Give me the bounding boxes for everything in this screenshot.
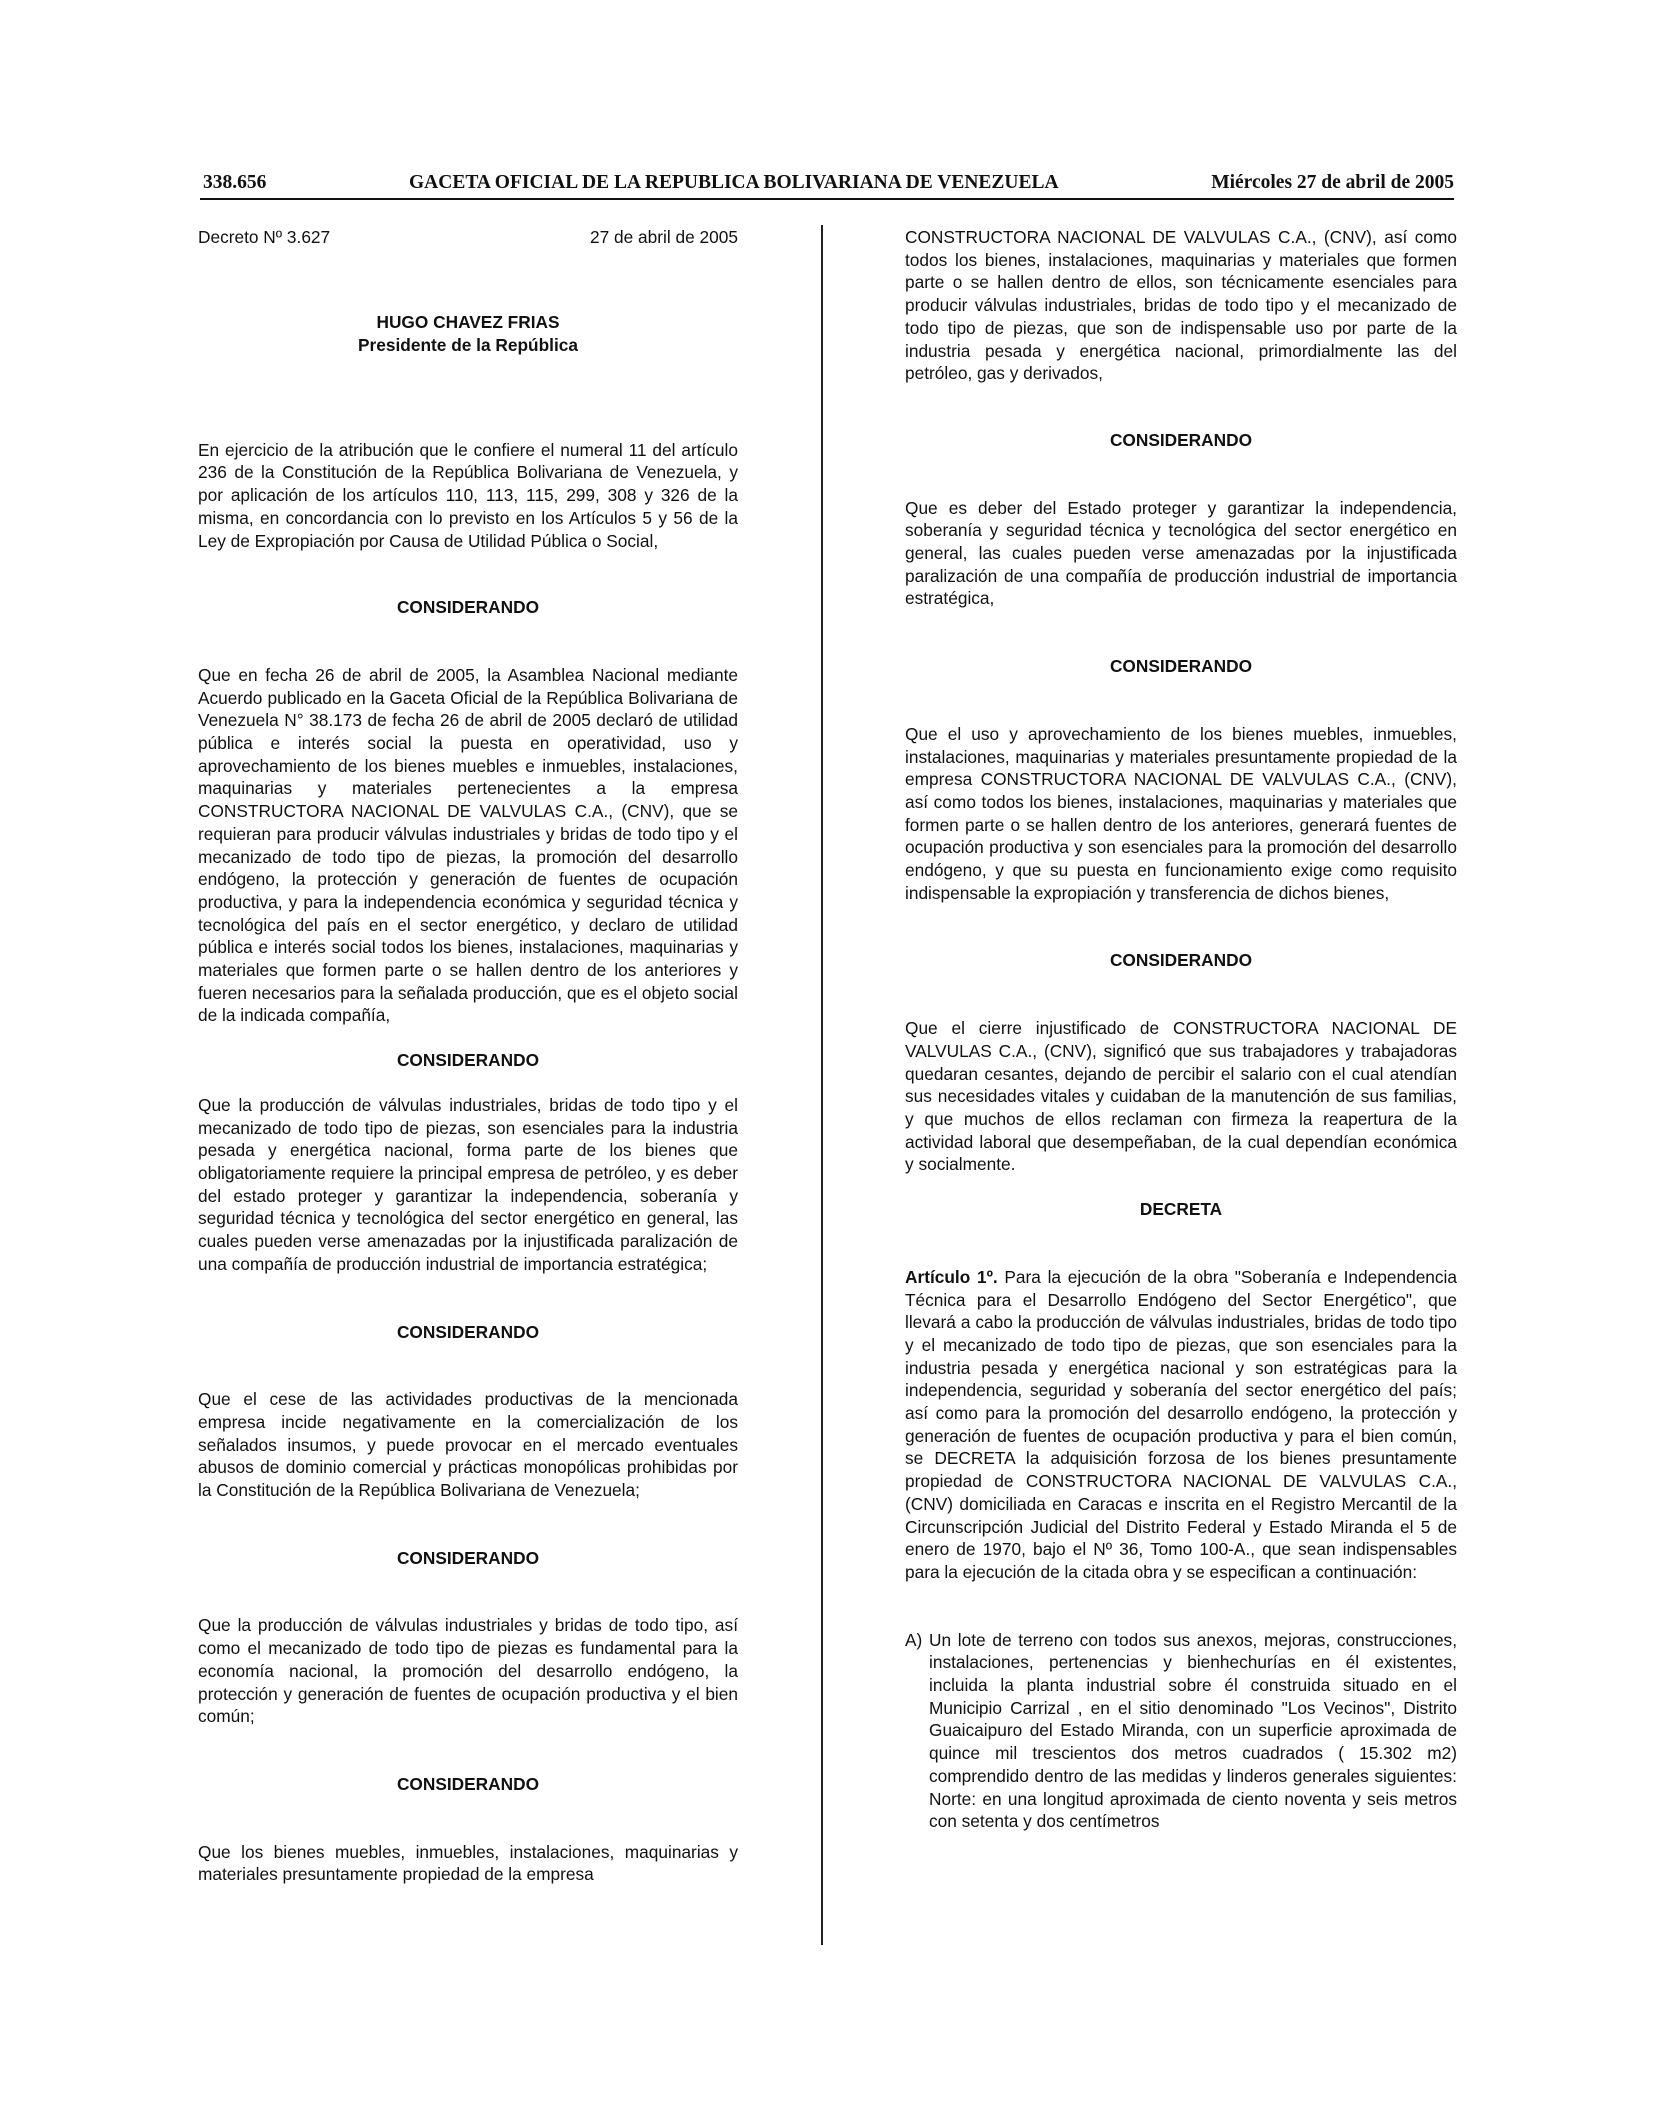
article-1 [905, 1266, 1457, 1584]
considerando-heading: CONSIDERANDO [1109, 429, 1253, 450]
considerando-paragraph: Que en fecha 26 de abril de 2005, la Asamblea Nacional mediante Acuerdo publicado en la Gaceta Oficial de la República Bolivariana de Venezuela N° 38.173 de fecha 26 de abril de 2005 declaró de utilidad pública e interés social la puesta en operatividad, uso y aprovechamiento de los bienes muebles e inmuebles, instalaciones, maquinarias y materiales pertenecientes a la empresa CONSTRUCTORA NACIONAL DE VALVULAS C.A., (CNV), que se requieran para producir válvulas industriales y bridas de todo tipo y el mecanizado de todo tipo de piezas, la promoción del desarrollo endógeno, la protección y generación de fuentes de ocupación productiva, y para la independencia económica y seguridad técnica y tecnológica del país en el sector energético, y declaro de utilidad pública e interés social todos los bienes, instalaciones, maquinarias y materiales que formen parte o se hallen dentro de los anteriores y fueren necesarios para la señalada producción, que es el objeto social de la indicada compañía, [198, 664, 738, 1026]
gazette-date: Miércoles 27 de abril de 2005 [1211, 172, 1454, 193]
item-text: Un lote de terreno con todos sus anexos, mejoras, construcciones, instalaciones, pertenencias y bienhechurías en él existentes, incluida la planta industrial sobre él construida situado en el Municipio Carrizal , en el sitio denominado "Los Vecinos", Distrito Guaicaipuro del Estado Miranda, con un superficie aproximada de quince mil trescientos dos metros cuadrados ( 15.302 m2) comprendido dentro de las medidas y linderos generales siguientes: Norte: en una longitud aproximada de ciento noventa y seis metros con setenta y dos centímetros [929, 1629, 1457, 1832]
preamble: En ejercicio de la atribución que le confiere el numeral 11 del artículo 236 de la Constitución de la República Bolivariana de Venezuela, y por aplicación de los artículos 110, 113, 115, 299, 308 y 326 de la misma, en concordancia con lo previsto en los Artículos 5 y 56 de la Ley de Expropiación por Causa de Utilidad Pública o Social, [198, 439, 738, 551]
continued-paragraph: CONSTRUCTORA NACIONAL DE VALVULAS C.A., (CNV), así como todos los bienes, instalaciones, maquinarias y materiales que formen parte o se hallen dentro de ellos, son técnicamente esenciales para producir válvulas industriales, bridas de todo tipo y el mecanizado de todo tipo de piezas, que son de indispensable uso por parte de la industria pesada y energética nacional, primordialmente las del petróleo, gas y derivados, [905, 227, 1457, 384]
list-item [905, 1629, 1457, 1833]
decree-number: Decreto Nº 3.627 [198, 227, 331, 247]
considerando-paragraph: Que es deber del Estado proteger y garantizar la independencia, soberanía y seguridad técnica y tecnológica del sector energético en general, las cuales pueden verse amenazadas por la injustificada paralización de una compañía de producción industrial de importancia estratégica, [905, 497, 1457, 609]
considerando-paragraph: Que la producción de válvulas industriales y bridas de todo tipo, así como el mecanizado de todo tipo de piezas es fundamental para la economía nacional, la promoción del desarrollo endógeno, la protección y generación de fuentes de ocupación productiva y el bien común; [198, 1615, 738, 1727]
president-title: Presidente de la República [358, 334, 578, 355]
left-column [198, 226, 738, 1886]
considerando-heading: CONSIDERANDO [396, 1050, 540, 1071]
considerando-heading: CONSIDERANDO [1109, 950, 1253, 971]
considerando-heading: CONSIDERANDO [396, 1773, 540, 1794]
considerando-paragraph: Que el cierre injustificado de CONSTRUCTORA NACIONAL DE VALVULAS C.A., (CNV), significó que sus trabajadores y trabajadoras quedaran cesantes, dejando de percibir el salario con el cual atendían sus necesidades vitales y cuidaban de la manutención de sus familias, y que muchos de ellos reclaman con firmeza la reapertura de la actividad laboral que desempeñaban, de la cual dependían económica y socialmente. [905, 1018, 1457, 1175]
gazette-header [200, 170, 1454, 200]
decree-date: 27 de abril de 2005 [590, 227, 738, 247]
decree-line [198, 226, 738, 249]
considerando-heading: CONSIDERANDO [396, 1321, 540, 1342]
considerando-heading: CONSIDERANDO [1109, 656, 1253, 677]
considerando-paragraph: Que el uso y aprovechamiento de los bienes muebles, inmuebles, instalaciones, maquinarias y materiales presuntamente propiedad de la empresa CONSTRUCTORA NACIONAL DE VALVULAS C.A., (CNV), así como todos los bienes, instalaciones, maquinarias y materiales que formen parte o se hallen dentro de los anteriores, generará fuentes de ocupación productiva y son esenciales para la promoción del desarrollo endógeno, y que su puesta en funcionamiento exige como requisito indispensable la expropiación y transferencia de dichos bienes, [905, 723, 1457, 903]
considerando-heading: CONSIDERANDO [396, 1547, 540, 1568]
considerando-paragraph: Que la producción de válvulas industriales, bridas de todo tipo y el mecanizado de todo tipo de piezas, son esenciales para la industria pesada y energética nacional, forma parte de los bienes que obligatoriamente requiere la principal empresa de petróleo, y es deber del estado proteger y garantizar la independencia, soberanía y seguridad técnica y tecnológica del sector energético en general, las cuales pueden verse amenazadas por la injustificada paralización de una compañía de producción industrial de importancia estratégica; [198, 1094, 738, 1274]
considerando-paragraph: Que el cese de las actividades productivas de la mencionada empresa incide negativamente en la comercialización de los señalados insumos, y puede provocar en el mercado eventuales abusos de dominio comercial y prácticas monopólicas prohibidas por la Constitución de la República Bolivariana de Venezuela; [198, 1389, 738, 1501]
item-marker: A) [905, 1629, 923, 1650]
considerando-heading: CONSIDERANDO [396, 597, 540, 618]
article-text: Para la ejecución de la obra "Soberanía e Independencia Técnica para el Desarrollo Endógeno del Sector Energético", que llevará a cabo la producción de válvulas industriales, bridas de todo tipo y el mecanizado de todo tipo de piezas, que son esenciales para la industria pesada y energética nacional y son estratégicas para la independencia, seguridad y soberanía del sector energético del país; así como para la promoción del desarrollo endógeno, la protección y generación de fuentes de ocupación productiva y para el bien común, se DECRETA la adquisición forzosa de los bienes presuntamente propiedad de CONSTRUCTORA NACIONAL DE VALVULAS C.A., (CNV) domiciliada en Caracas e inscrita en el Registro Mercantil de la Circunscripción Judicial del Distrito Federal y Estado Miranda el 5 de enero de 1970, bajo el Nº 36, Tomo 100-A., que sean indispensables para la ejecución de la citada obra y se especifican a continuación: [905, 1266, 1458, 1582]
article-label: Artículo 1º. [905, 1266, 998, 1287]
considerando-paragraph: Que los bienes muebles, inmuebles, instalaciones, maquinarias y materiales presuntamente propiedad de la empresa [198, 1841, 738, 1885]
column-divider [821, 225, 823, 1945]
decreta-heading: DECRETA [1139, 1199, 1223, 1220]
president-name: HUGO CHAVEZ FRIAS [376, 311, 560, 332]
page-number: 338.656 [203, 172, 267, 193]
right-column [905, 226, 1457, 1833]
gazette-title: GACETA OFICIAL DE LA REPUBLICA BOLIVARIANA DE VENEZUELA [409, 172, 1059, 193]
